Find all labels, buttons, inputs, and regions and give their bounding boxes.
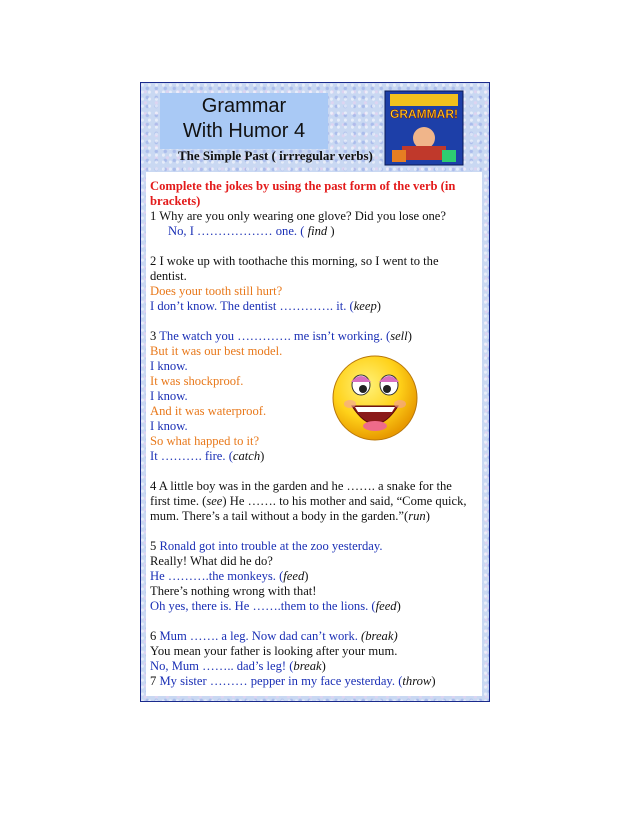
joke4-line-1: 4 A little boy was in the garden and he ……. a snake for the: [150, 479, 452, 493]
joke3-line-6: And it was waterproof.: [150, 404, 267, 418]
book-cover-image: [384, 90, 464, 166]
joke1-answer: No, I ……………… one. ( find ): [168, 224, 335, 238]
joke5-line-3: He ……….the monkeys. (feed): [150, 569, 309, 583]
joke5-line-2: Really! What did he do?: [150, 554, 273, 568]
title-line-1: Grammar: [201, 95, 287, 117]
joke3-line-9: It ………. fire. (catch): [150, 449, 265, 463]
book-cover-title: GRAMMAR!: [390, 107, 458, 121]
joke7-line-1: 7 My sister ……… pepper in my face yesterday. (throw): [150, 674, 436, 688]
instructions-line-1: Complete the jokes by using the past form of the verb (in: [150, 179, 456, 193]
joke3-line-8: So what happed to it?: [150, 434, 260, 448]
joke6-line-1: 6 Mum ……. a leg. Now dad can’t work. (break): [150, 629, 398, 643]
subtitle: The Simple Past ( irrregular verbs): [178, 148, 373, 163]
instructions-line-2: brackets): [150, 194, 201, 208]
joke6-line-3: No, Mum …….. dad’s leg! (break): [150, 659, 326, 673]
joke6-line-2: You mean your father is looking after your mum.: [150, 644, 398, 658]
joke2-line-1: 2 I woke up with toothache this morning, so I went to the: [150, 254, 439, 268]
joke3-line-1: 3 The watch you …………. me isn’t working. (sell): [150, 329, 412, 343]
joke5-line-1: 5 Ronald got into trouble at the zoo yesterday.: [150, 539, 383, 553]
smiley-face-image: [330, 352, 420, 442]
joke3-line-3: I know.: [150, 359, 188, 373]
joke5-line-4: There’s nothing wrong with that!: [150, 584, 317, 598]
joke2-line-4: I don’t know. The dentist …………. it. (keep): [150, 299, 381, 313]
joke3-line-4: It was shockproof.: [150, 374, 244, 388]
joke4-line-2: first time. (see) He ……. to his mother and said, “Come quick,: [150, 494, 467, 508]
joke1-question: 1 Why are you only wearing one glove? Did you lose one?: [150, 209, 446, 223]
joke3-line-7: I know.: [150, 419, 188, 433]
joke5-line-5: Oh yes, there is. He …….them to the lions. (feed): [150, 599, 401, 613]
joke4-line-3: mum. There’s a tail without a body in the garden.”(run): [150, 509, 430, 523]
joke3-line-2: But it was our best model.: [150, 344, 283, 358]
joke3-line-5: I know.: [150, 389, 188, 403]
joke2-line-2: dentist.: [150, 269, 187, 283]
joke2-line-3: Does your tooth still hurt?: [150, 284, 283, 298]
title-line-2: With Humor 4: [182, 120, 306, 142]
